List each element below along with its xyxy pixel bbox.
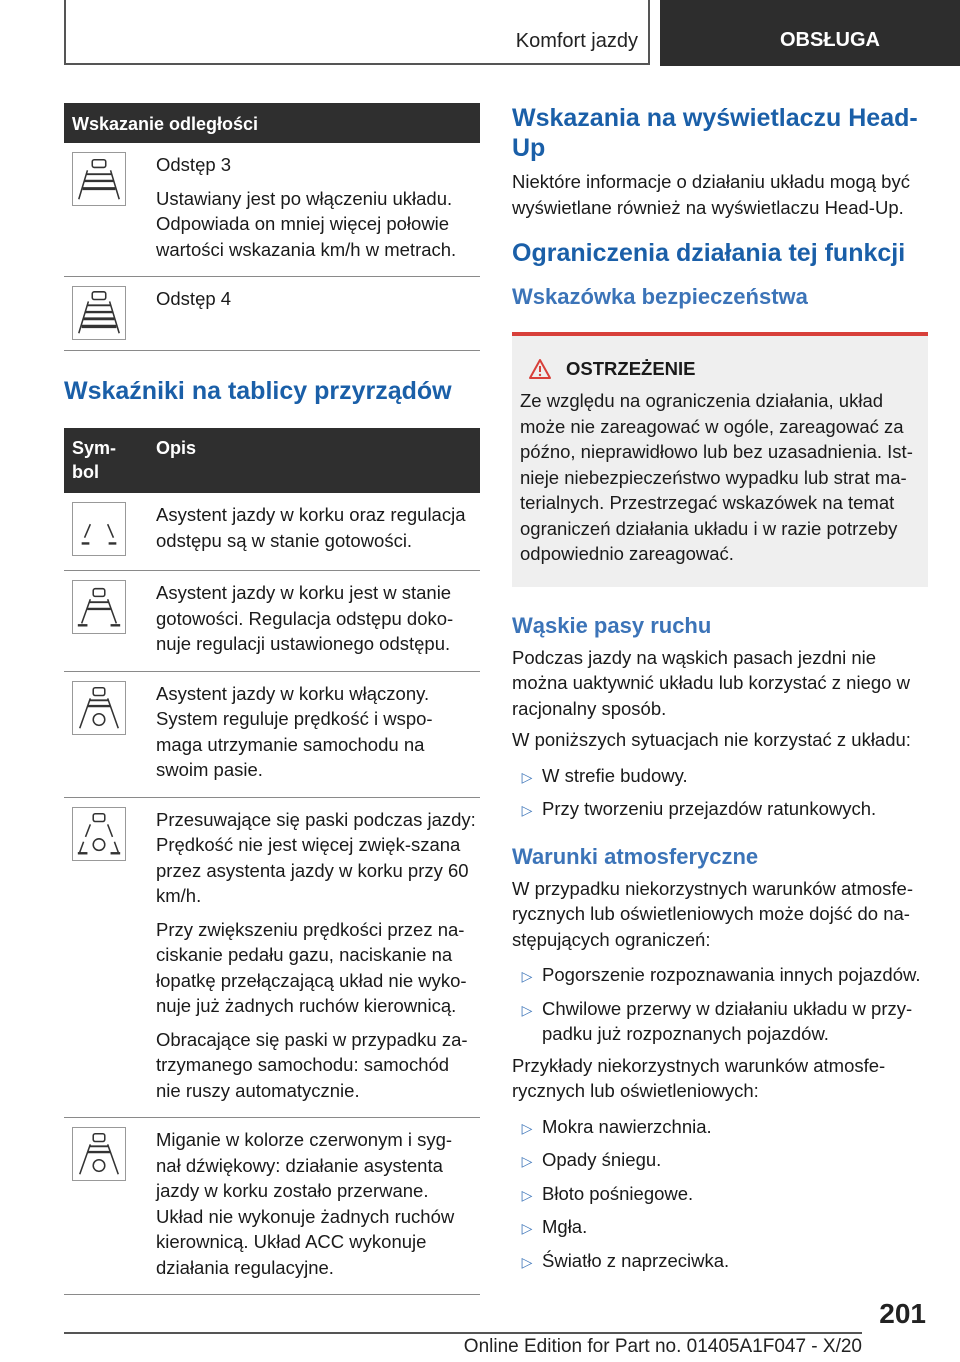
bullet-triangle-icon: ▷	[521, 802, 533, 818]
weather-list	[512, 956, 928, 1047]
footer-edition: Online Edition for Part no. 01405A1F047 - X/20	[463, 1336, 862, 1357]
distance-3-text: Ustawiany jest po włączeniu układu. Odpowiada on mniej więcej połowie wartości wskazania km/h w metrach.	[156, 187, 457, 260]
bullet-triangle-icon: ▷	[521, 768, 533, 785]
header-rule-left	[64, 0, 66, 64]
right-column	[512, 103, 928, 1275]
footer-rule	[64, 1332, 862, 1334]
list-item: ▷ W strefie budowy.	[512, 757, 928, 791]
header-chapter-tab: OBSŁUGA	[660, 0, 960, 66]
table-row	[64, 798, 480, 1119]
head-up-paragraph: Niektóre informacje o działaniu układu mogą być wyświetlane również na wyświetlaczu Head-Up.	[512, 171, 910, 218]
indicator-description: Asystent jazdy w korku oraz regulacja odstępu są w stanie gotowości.	[156, 504, 466, 551]
lane-lines-icon	[72, 502, 126, 556]
bullet-triangle-icon: ▷	[521, 1220, 533, 1236]
list-item: ▷ Mgła.	[512, 1208, 928, 1242]
distance-3-icon	[72, 152, 126, 206]
narrow-lanes-paragraph: Podczas jazdy na wąskich pasach jezdni nie można uaktywnić układu lub korzystać z niego w racjonalny sposób.	[512, 646, 910, 719]
examples-paragraph: Przykłady niekorzystnych warunków atmosfe-rycznych lub oświetleniowych:	[512, 1054, 886, 1101]
warning-triangle-icon	[528, 358, 552, 380]
bullet-triangle-icon: ▷	[521, 1119, 533, 1136]
table-row	[64, 277, 480, 351]
distance-table-header: Wskazanie odległości	[64, 103, 480, 143]
left-column	[64, 103, 480, 1295]
indicator-description: Przy zwiększeniu prędkości przez na-ciskanie pedału gazu, naciskanie na łopatkę przełączającą układ nie wyko-nuje już żadnych ruchów kierownicą.	[156, 918, 467, 1016]
bullet-triangle-icon: ▷	[521, 1001, 533, 1018]
list-item: ▷ Światło z naprzeciwka.	[512, 1242, 928, 1276]
bullet-triangle-icon: ▷	[521, 1253, 533, 1270]
narrow-lanes-heading: Wąskie pasy ruchu	[512, 612, 712, 638]
header-section-title: Komfort jazdy	[515, 30, 638, 52]
table-row	[64, 493, 480, 571]
header-rule-right	[648, 0, 650, 64]
car-distance-icon	[72, 580, 126, 634]
indicators-heading: Wskaźniki na tablicy przyrządów	[64, 377, 452, 405]
examples-list	[512, 1108, 928, 1276]
list-item: ▷ Przy tworzeniu przejazdów ratunkowych.	[512, 790, 928, 824]
indicators-table-header	[64, 428, 480, 493]
list-item: ▷ Chwilowe przerwy w działaniu układu w przy-padku już rozpoznanych pojazdów.	[512, 990, 928, 1047]
weather-heading: Warunki atmosferyczne	[512, 843, 759, 869]
warning-box	[512, 332, 928, 587]
safety-heading: Wskazówka bezpieczeństwa	[512, 284, 808, 309]
list-item: ▷ Pogorszenie rozpoznawania innych pojazdów.	[512, 956, 928, 990]
list-item: ▷ Opady śniegu.	[512, 1141, 928, 1175]
table-row	[64, 571, 480, 672]
weather-paragraph: W przypadku niekorzystnych warunków atmosfe-rycznych lub oświetleniowych może dojść do na-stępujących ograniczeń:	[512, 877, 913, 950]
indicator-description: Asystent jazdy w korku włączony. System reguluje prędkość i wspo-maga utrzymanie samochodu na swoim pasie.	[156, 682, 433, 780]
limits-heading: Ograniczenia działania tej funkcji	[512, 239, 906, 267]
warning-title: OSTRZEŻENIE	[566, 358, 696, 379]
table-row	[64, 672, 480, 798]
car-steering-moving-lanes-icon	[72, 807, 126, 861]
indicator-description: Asystent jazdy w korku jest w stanie gotowości. Regulacja odstępu doko-nuje regulacji ustawionego odstępu.	[156, 582, 454, 654]
column-header-symbol: Sym- bol	[72, 438, 117, 482]
distance-4-icon	[72, 286, 126, 340]
narrow-lanes-list	[512, 757, 928, 824]
bullet-triangle-icon: ▷	[521, 1186, 533, 1203]
table-row	[64, 1118, 480, 1295]
car-steering-lanes-icon	[72, 681, 126, 735]
warning-text: Ze względu na ograniczenia działania, układ może nie zareagować w ogóle, zareagować za późno, nieprawidłowo lub bez uzasadnienia. Ist-nieje niebezpieczeństwo wypadku lub strat ma-terialnych. Przestrzegać wskazówek na temat ograniczeń działania układu i w razie potrzeby odpowiednio zareagować.	[520, 390, 913, 564]
bullet-triangle-icon: ▷	[521, 1153, 533, 1169]
bullet-triangle-icon: ▷	[521, 968, 533, 984]
list-item: ▷ Błoto pośniegowe.	[512, 1175, 928, 1209]
distance-3-title: Odstęp 3	[156, 154, 232, 175]
head-up-heading: Wskazania na wyświetlaczu Head-Up	[512, 104, 918, 162]
indicator-description: Przesuwające się paski podczas jazdy: Prędkość nie jest więcej zwięk-szana przez asystenta jazdy w korku przy 60 km/h.	[156, 808, 476, 906]
header-rule-bottom	[64, 63, 650, 65]
list-item: ▷ Mokra nawierzchnia.	[512, 1108, 928, 1142]
narrow-lanes-intro: W poniższych sytuacjach nie korzystać z układu:	[512, 729, 911, 750]
indicator-description: Obracające się paski w przypadku za-trzymanego samochodu: samochód nie ruszy automatycznie.	[156, 1028, 468, 1101]
indicator-description: Miganie w kolorze czerwonym i syg-nał dźwiękowy: działanie asystenta jazdy w korku zostało przerwane. Układ nie wykonuje żadnych ruchów kierownicą. Układ ACC wykonuje działania regulacyjne.	[156, 1129, 455, 1278]
table-row	[64, 143, 480, 277]
column-header-description: Opis	[156, 438, 197, 458]
car-steering-red-icon	[72, 1127, 126, 1181]
page-number: 201	[879, 1298, 926, 1329]
distance-4-title: Odstęp 4	[156, 288, 232, 309]
